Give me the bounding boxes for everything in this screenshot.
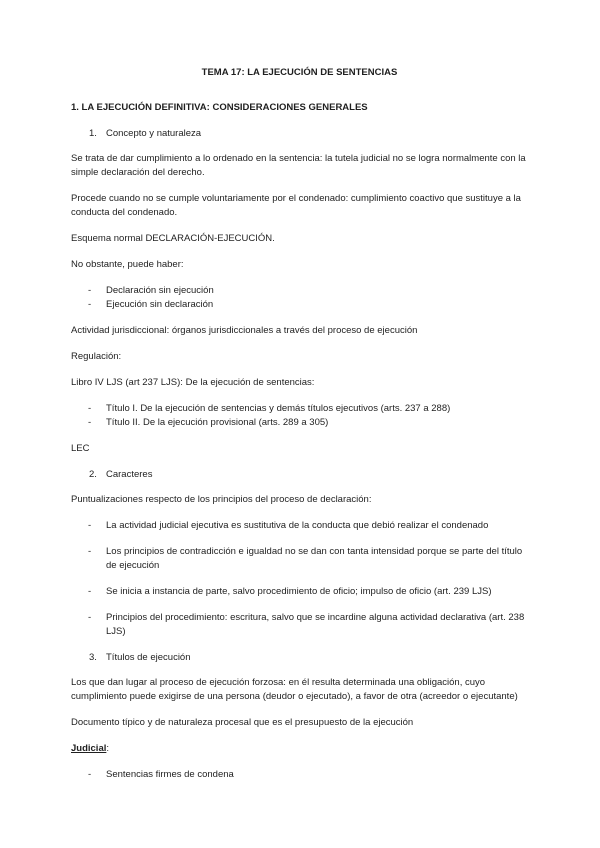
judicial-label: Judicial	[71, 743, 107, 754]
paragraph: Documento típico y de naturaleza procesal que es el presupuesto de la ejecución	[71, 717, 414, 728]
list-item-text: Los principios de contradicción e igualdad no se dan con tanta intensidad porque se parte del título de ejecución	[106, 546, 523, 571]
bullet-dash: -	[88, 612, 92, 623]
paragraph: Puntualizaciones respecto de los principios del proceso de declaración:	[71, 494, 372, 505]
judicial-label-line	[71, 742, 528, 756]
bullet-list	[71, 519, 528, 639]
heading-label: Títulos de ejecución	[106, 652, 191, 663]
paragraph: Actividad jurisdiccional: órganos jurisdiccionales a través del proceso de ejecución	[71, 325, 418, 336]
list-item	[88, 298, 528, 312]
paragraph: Se trata de dar cumplimiento a lo ordenado en la sentencia: la tutela judicial no se logra normalmente con la simple declaración del derecho.	[71, 153, 526, 178]
paragraph: LEC	[71, 443, 90, 454]
section-heading: 1. LA EJECUCIÓN DEFINITIVA: CONSIDERACIONES GENERALES	[71, 102, 368, 113]
list-item	[88, 611, 528, 639]
heading-number: 3.	[89, 652, 97, 663]
bullet-dash: -	[88, 546, 92, 557]
numbered-heading-1	[71, 127, 528, 141]
judicial-colon: :	[106, 743, 110, 754]
paragraph: Esquema normal DECLARACIÓN-EJECUCIÓN.	[71, 233, 275, 244]
list-item-text: Principios del procedimiento: escritura, salvo que se incardine alguna actividad declarativa (art. 238 LJS)	[106, 612, 525, 637]
bullet-dash: -	[88, 586, 92, 597]
list-item-text: Título II. De la ejecución provisional (arts. 289 a 305)	[106, 417, 329, 428]
numbered-heading-2	[71, 468, 528, 482]
bullet-dash: -	[88, 769, 92, 780]
paragraph: No obstante, puede haber:	[71, 259, 184, 270]
list-item-text: La actividad judicial ejecutiva es sustitutiva de la conducta que debió realizar el condenado	[106, 520, 489, 531]
list-item	[88, 519, 528, 533]
heading-label: Concepto y naturaleza	[106, 128, 202, 139]
paragraph: Regulación:	[71, 351, 122, 362]
list-item-text: Sentencias firmes de condena	[106, 769, 234, 780]
bullet-dash: -	[88, 299, 92, 310]
heading-number: 1.	[89, 128, 97, 139]
bullet-list	[71, 284, 528, 312]
list-item-text: Título I. De la ejecución de sentencias y demás títulos ejecutivos (arts. 237 a 288)	[106, 403, 451, 414]
list-item-text: Ejecución sin declaración	[106, 299, 214, 310]
bullet-list	[71, 402, 528, 430]
bullet-dash: -	[88, 520, 92, 531]
bullet-list	[71, 768, 528, 782]
numbered-heading-3	[71, 651, 528, 665]
bullet-dash: -	[88, 285, 92, 296]
list-item-text: Declaración sin ejecución	[106, 285, 214, 296]
heading-number: 2.	[89, 469, 97, 480]
list-item	[88, 416, 528, 430]
bullet-dash: -	[88, 417, 92, 428]
list-item	[88, 585, 528, 599]
list-item	[88, 402, 528, 416]
paragraph: Los que dan lugar al proceso de ejecución forzosa: en él resulta determinada una obligación, cuyo cumplimiento puede exigirse de una persona (deudor o ejecutado), a favor de otra (acreedor o ejecutante)	[71, 677, 518, 702]
paragraph: Procede cuando no se cumple voluntariamente por el condenado: cumplimiento coactivo que sustituye a la conducta del condenado.	[71, 193, 521, 218]
paragraph: Libro IV LJS (art 237 LJS): De la ejecución de sentencias:	[71, 377, 315, 388]
heading-label: Caracteres	[106, 469, 153, 480]
bullet-dash: -	[88, 403, 92, 414]
list-item	[88, 545, 528, 573]
list-item	[88, 768, 528, 782]
document-title: TEMA 17: LA EJECUCIÓN DE SENTENCIAS	[201, 67, 398, 78]
list-item	[88, 284, 528, 298]
list-item-text: Se inicia a instancia de parte, salvo procedimiento de oficio; impulso de oficio (art. 239 LJS)	[106, 586, 492, 597]
